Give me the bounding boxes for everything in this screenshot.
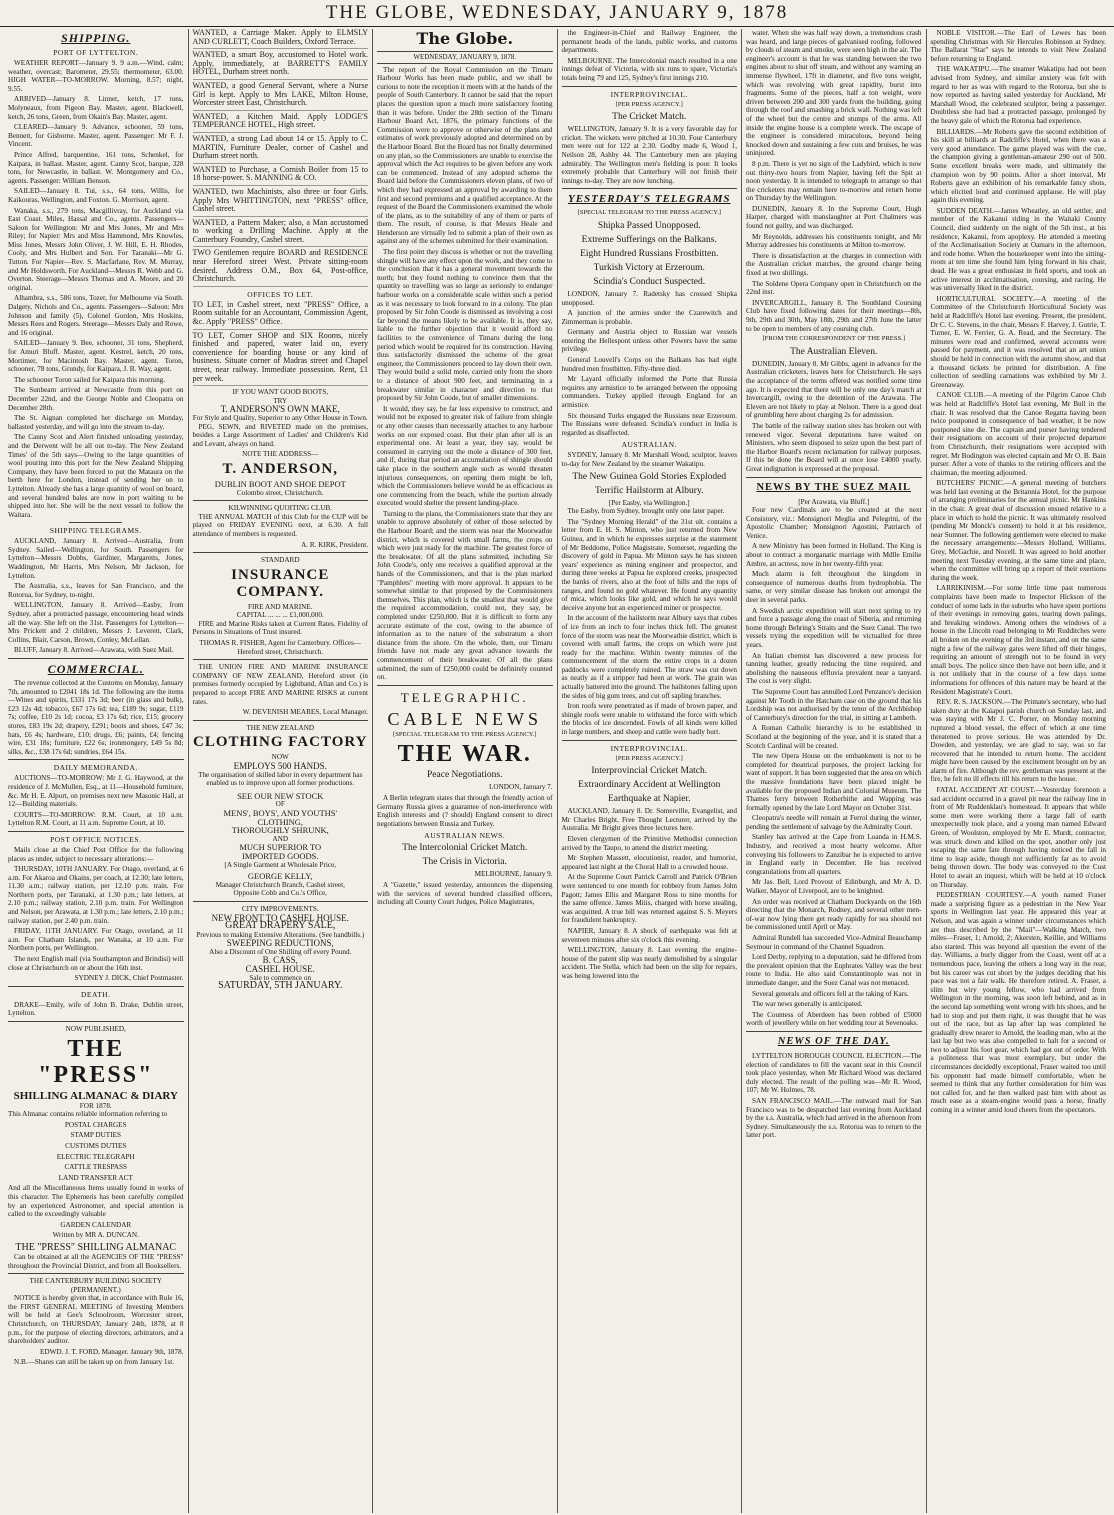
cricket-heading: The Cricket Match.	[612, 112, 687, 123]
classified-ad: WANTED, a Carriage Maker. Apply to ELMSLY AND CURLETT, Coach Builders, Oxford Terrace.	[193, 29, 369, 49]
divider	[8, 831, 184, 832]
shipping-para: SAILED—January 8. Tui, s.s., 64 tons, Willis, for Kaikouras, Wellington, and Foxton. G. Morrison, agent.	[8, 187, 184, 204]
commercial-para: The revenue collected at the Customs on Monday, January 7th, amounted to £2041 18s 1d. The following are the items—Wines and spirits, £331 17s 3d; beer (in glass and bulk), £23 12s 4d; tobacco, £67 17s 6d; tea, £189 9s; sugar, £119 7s; coffee, £10 2s 1d; cocoa, £3 17s 6d; rice, £15; grocery stores, £83 19s 2d; drapery, £291; boots and shoes, £47 3s; hats, £6 4s; hardware, £10; drugs, £6; paints, £4; fencing wire, £31 18s; furniture, £22 6s; ironmongery, £49 5s 8d; silks, &c., £38 17s 6d; sundries, £64 15s.	[8, 679, 184, 756]
shipping-telegrams-heading: SHIPPING TELEGRAMS.	[49, 526, 142, 536]
building-society-signature: EDWD. J. T. FORD, Manager. January 9th, 1878.	[40, 1347, 184, 1356]
nod-para: SAN FRANCISCO MAIL.—The outward mail for San Francisco was to be despatched last evening from Auckland by the s.s. Australia, which had arrived in the afternoon from Sydney. Simultaneously the s.s. Rotorua was to return to the latter port.	[746, 1096, 922, 1140]
post-para: FRIDAY, 11TH JANUARY. For Otago, overland, at 11 a.m. For Chatham Islands, per Wanaka, at 10 a.m. For Northern ports, per Wellington.	[8, 927, 184, 953]
press-year: FOR 1878.	[79, 1101, 112, 1110]
press-item: CUSTOMS DUTIES	[65, 1141, 127, 1150]
capital: CAPITAL ... ... ... £1,000,000.	[236, 611, 324, 620]
special-telegram: [SPECIAL TELEGRAM TO THE PRESS AGENCY.]	[577, 209, 721, 217]
building-society-notice: NOTICE is hereby given that, in accordance with Rule 16, the FIRST GENERAL MEETING of Investing Members will be held at Gee's Schoolroom, Worcester street, Christchurch, on THURSDAY, January 24th, 1878, at 8 p.m., for the purpose of electing directors, arbitrators, and a shareholders' auditor.	[8, 1294, 184, 1346]
building-society-nb: N.B.—Shares can still be taken up on from January 1st.	[14, 1358, 175, 1367]
shipping-para: The Canny Scot and Alert finished unloading yesterday, and the Derwent will be all out to-day. The New Zealand Times' of the 5th says—Owing to the large quantities of wool pouring into this port for the New Zealand Shipping Company, they have been forced to put the Mataura on the berth here for London, instead of sending her on to Lyttelton. Already she has a large quantity of wool on board, and several hundred bales are now in port waiting to be shipped into her. She will be the next vessel to follow the Waitara.	[8, 433, 184, 519]
shipping-para: WEATHER REPORT—January 9. 9 a.m.—Wind, calm; weather, overcast; Barometer, 29.55; thermometer, 63.00. HIGH WATER—TO-MORROW. Morning, 8.57; night, 9.55.	[8, 59, 184, 93]
press-title: THE "PRESS"	[38, 1035, 154, 1088]
suez-para: An order was received at Chatham Dockyards on the 16th directing that the Monarch, Rodney, and several other men-of-war now lying there get ready rapidly for sea should not be commissioned until April or May.	[746, 897, 922, 932]
nod-para: LYTTELTON BOROUGH COUNCIL ELECTION.—The election of candidates to fill the vacant seat in this Council took place yesterday, when Mr Richard Wood was declared duly elected. The result of the polling was—Mr R. Wood, 107; Mr W. Holmes, 78.	[746, 1051, 922, 1095]
sale-line: Sale to commence on	[249, 973, 312, 982]
press-item: And all the Miscellaneous Items usually found in works of this character. The Ephemeris has been carefully compiled by an experienced Astronomer, and special attention is called to the exceedingly valuable	[8, 1184, 184, 1219]
press-item: POSTAL CHARGES	[64, 1120, 127, 1129]
interprovincial-heading: INTERPROVINCIAL.	[610, 89, 688, 99]
masthead: THE GLOBE, WEDNESDAY, JANUARY 9, 1878	[0, 0, 1114, 27]
colombo-address: Colombo street, Christchurch.	[236, 488, 324, 497]
editorial-para: The first point they discuss is whether or not the travelling shingle will have any effect upon the work, and they come to the conclusion that it has a general movement towards the north; but they found nothing to convince them that the quantity so travelling was so large as seriously to endanger harbour works on a considerable scale within such a period as it was necessary to look forward to in a colony. The plan proposed by Sir John Coode is dismissed as involving a cost far beyond the means likely to be available. It is, they say, liable to the further objection that it would afford no facilities to the convenience of Timaru during the long period which would be required for its construction. Having thus satisfactorily dismissed the scheme of the great engineer, the Commissioners proceed to lay down their own. They would build a solid mole, carried only from the shore to a distance of about 900 feet, and terminating in a breakwater similar in character and direction to that proposed by Sir John Coode, but of smaller dimensions.	[377, 248, 553, 403]
post-office-heading: POST OFFICE NOTICES.	[50, 834, 142, 844]
memoranda-para: COURTS—TO-MORROW: R.M. Court, at 10 a.m. Lyttelton R.M. Court, at 11 a.m. Supreme Court, at 10.	[8, 810, 184, 828]
news-para: MELBOURNE. The Intercolonial match resulted in a one innings defeat of Victoria, with six runs to spare, Victoria's totals being 79 and 125, Sydney's first innings 210.	[561, 56, 737, 82]
local-para: BUTCHERS' PICNIC.—A general meeting of butchers was held last evening at the Britannia Hotel, for the purpose of arranging preliminaries for the annual picnic. Mr Hankins in the chair. A great deal of discussion ensued relative to a place in which to hold the picnic. It was ultimately resolved (pending Mr Monck's consent) to hold it at his residence, near Sumner. The following gentlemen were elected to make the necessary arrangements:—Messrs Holland, Williams, Grey, McGachie, and Nocell. It was agreed to hold another meeting next Tuesday evening, at the same time and place, when the committee will bring up a report of their exertions during the week.	[930, 479, 1106, 582]
editorial-para: The report of the Royal Commission on the Timaru Harbour Works has been made public, and we shall be curious to note the reception it meets with at the hands of the people of South Canterbury. It cannot be said that the report places the question upon a much more satisfactory footing than it was before. Under the 28th section of the Timaru Harbour Board Act, 1876, the primary functions of the Commission were to approve or otherwise of the plans and estimates of work previously adopted and determined on by the Harbour Board. But the Board has not finally determined on any plan, so the Commissioners are unable to exercise the approval which the Act requires to be given before any work can be commenced. Instead of any adopted scheme the Board laid before the Commissioners eleven plans, of two of which they had expressed an approval by awarding to them first and second premiums and a qualified acceptance. At the request of the Board the Commissioners examined the whole of the plans, as to the suitability of any of them or parts of them. The result, of course, is that Messrs Heale and Henderson are virtually led to submit a plan of their own as against any of the schemes submitted for their examination.	[377, 65, 553, 246]
column-4	[558, 29, 743, 1513]
new-front: NEW FRONT TO CASHEL HOUSE.	[211, 912, 349, 923]
imported-line: IMPORTED GOODS.	[242, 850, 319, 861]
suez-para: The new Opera House on the embankment is not to be completed for theatrical purposes, the project lacking for want of support. It has been suggested that the area on which the massive foundations have been placed might be available for the proposed Indian and Colonial Museum. The Thames ferry between Rotherhithe and Wapping was formally opened by the late Lord Mayor on October 31st.	[746, 752, 922, 812]
post-para: THURSDAY, 10TH JANUARY. For Otago, overland, at 6 a.m. For Akaroa and Okains, per coach, at 12.30; late letters, 11.30 a.m.; railway station, per 12.10 p.m. train. For Northern ports, per Taranaki, at 1.30 p.m.; late letters, at 2.10 p.m.; railway station, 2.10 p.m. train. For Wellington and Nelson, per Arawata, at 1.30 p.m.; late letters, 2.10 p.m.; railway station, per 2.40 p.m. train.	[8, 865, 184, 925]
easby-para: Iron roofs were penetrated as if made of brown paper, and shingle roofs were unable to withstand the force with which the blocks of ice descended. Fowls of all kinds were killed in large numbers, and sheep and cattle were badly hurt.	[561, 702, 737, 737]
suez-para: A new Ministry has been formed in Holland. The King is about to contract a morganatic marriage with Mdlle Emilie Ambre, an actress, now in her twenty-fifth year.	[746, 542, 922, 568]
telegram-para: AUCKLAND, January 8. Arrived—Australia, from Sydney. Sailed—Wellington, for South. Passengers for Lyttelton—Messrs Dobbs, Gardiner, Margaretts, Jones, Waddington, Mr Harris, Mrs Nelson, Mr Jackson, for Lyttelton.	[8, 537, 184, 580]
press-item: ELECTRIC TELEGRAPH	[56, 1152, 135, 1161]
shipping-heading: SHIPPING.	[61, 31, 131, 45]
shipping-para: The Sunbeam arrived at Newcastle from this port on December 22nd, and the George Noble and Cleopatra on December 28th.	[8, 386, 184, 412]
classified-ad: WANTED, a strong Lad about 14 or 15. Apply to C. MARTIN, Furniture Dealer, corner of Cashel and Durham street north.	[193, 135, 369, 164]
shipping-para: The schooner Toron sailed for Kaipara this morning.	[14, 375, 166, 384]
suez-para: Much alarm is felt throughout the kingdom in consequence of numerous deaths from hydrophobia. The same, or very similar disease has broken out amongst the deer in several parks.	[746, 570, 922, 605]
divider	[562, 188, 738, 189]
postmaster-signature: SYDNEY J. DICK, Chief Postmaster.	[74, 974, 184, 983]
death-notice: DRAKE—Emily, wife of John B. Drake, Dublin street, Lyttelton.	[8, 1000, 184, 1018]
boots-try: TRY	[273, 396, 288, 405]
suez-para: An Italian chemist has discovered a new process for tanning leather, greatly reducing the time required, and abolishing the nauseous effluvia prevalent near a tanyard. The cost is very slight.	[746, 651, 922, 686]
divider	[562, 740, 738, 741]
local-para: NOBLE VISITOR.—The Earl of Lewes has been spending Christmas with Sir Hercules Robinson at Sydney. The Ballarat "Star" says he intends to visit New Zealand before returning to England.	[930, 29, 1106, 63]
gold-headline: The New Guinea Gold Stories Exploded	[572, 471, 727, 482]
divider	[69, 522, 122, 523]
war-para: General Louvell's Corps on the Balkans has bad eight hundred men frostbitten. Fifty-three died.	[561, 356, 737, 373]
telegram-para: WELLINGTON, January 8. Arrived—Easby, from Sydney, after a protracted passage, encountering head winds all the way. She left on the 31st. Passengers for Lyttelton—Mrs Prickett and 2 children, Messrs J. Leverett, Clark, Collins, Blair, Carson, Brown, Conley, McLellan.	[8, 601, 184, 644]
war-para: A junction of the armies under the Czarewitch and Zimmerman is probable.	[561, 309, 737, 326]
yesterdays-telegrams-heading: YESTERDAY'S TELEGRAMS	[567, 193, 731, 206]
suez-para: Admiral Rundell has succeeded Vice-Admiral Beauchamp Seymour in command of the Channel Squadron.	[746, 934, 922, 951]
news-para: water. When she was half way down, a tremendous crash was heard, and large pieces of galvanised roofing, followed by clouds of steam and smoke, were seen high in the air. The engineer's account is that he was standing between the two engines about to shut off steam, and without any warning an immense flywheel, 17ft in diameter, and five tons weight, which was revolving with great rapidity, burst into fragments. Some of the pieces, half a ton weight, were driven between 200 and 300 yards from the building, going through the roof and smashing a brick wall. Nothing was left of the wheel but the centre and stumps of the arms. All inside the engine house is a complete wreck. The escape of the engineer is considered miraculous, beyond being knocked down and sustaining a few cuts and bruises, he was uninjured.	[746, 29, 922, 158]
cashel-house: CASHEL HOUSE.	[245, 964, 315, 975]
suez-para: The war news generally is anticipated.	[752, 1000, 863, 1009]
post-para: The next English mail (via Southampton and Brindisi) will close at Christchurch on or about the 16th inst.	[8, 955, 184, 972]
discount-line: Also a Discount of One Shilling off every Pound.	[209, 947, 352, 956]
shipping-para: Wanaka, s.s., 279 tons, Macgillivray, for Auckland via East Coast. Miles, Hassal and Co., agents. Passengers—Saloon for Wellington: Mr and Mrs Jones, Mr and Mrs Riley; for Napier: Mrs and Miss Hammond, Mrs Knowles, Miss Jones, Messrs John Oliver, J. W. Hill, E. H. Rhodes, Cooly, and Mrs Hulbert and Son. For Taranaki—Mr G. Tutton. For Napier—Rev. S. Macfarlane, Rev. M. Murray, and Mr Holdsworth. For Auckland—Messrs R. Webb and G. Overton. Steerage—Messrs Thomas and A. Moore, and 20 original.	[8, 206, 184, 292]
telegram-para: The Australia, s.s., leaves for San Francisco, and the Rotorua, for Sydney, to-night.	[8, 582, 184, 599]
boots-body: PEG, SEWN, and RIVETED made on the premises, besides a Large Assortment of Ladies' and Children's Kid and Levant, always on hand.	[192, 422, 368, 448]
press-item: This Almanac contains reliable information referring to	[8, 1110, 168, 1119]
divider	[193, 720, 369, 721]
divider	[562, 86, 738, 87]
cass-name: B. CASS,	[262, 955, 298, 966]
sweeping: SWEEPING REDUCTIONS,	[226, 938, 334, 949]
war-headline: Shipka Passed Unopposed.	[597, 220, 701, 231]
classified-ad: WANTED, a good General Servant, where a Nurse Girl is kept. Apply to Mrs LAKE, Milton House, Worcester street East, Christchurch.	[193, 82, 369, 111]
war-para: Germany and Austria object to Russian war vessels entering the Hellespont unless other Powers have the same privilege.	[561, 328, 737, 354]
saturday-line: SATURDAY, 5TH JANUARY.	[218, 980, 343, 992]
suez-para: Mr Jas. Bell, Lord Provost of Edinburgh, and Mr A. D. Walker, Mayor of Liverpool, are to be knighted.	[746, 878, 922, 896]
shipping-para: The St. Aignan completed her discharge on Monday, ballasted yesterday, and will go into the stream to-day.	[8, 414, 184, 431]
suez-para: A Swedish arctic expedition will start next spring to try and force a passage along the coast of Siberia, and returning home through Behring's Straits and the Suez Canal. The two vessels trying the expedition will be victualled for three years.	[746, 606, 922, 649]
easby-para: In the account of the hailstorm near Albury says that cubes of ice from an inch to four inches thick fell. The greatest force of the storm was near the Moorwathie district, which is covered with small farms, the crops on which were just ready for the machine. Within twenty minutes of the commencement of the storm the entire crops in a dozen paddocks were completely ruined. The straw was cut down as neatly as if a stripper had been at work. The grain was actually battered into the ground. The hailstones falling upon the sides of big gum trees, and cut off sapling branches.	[561, 614, 737, 700]
now-published: NOW PUBLISHED,	[65, 1025, 126, 1033]
divider	[193, 552, 369, 553]
news-para: DUNEDIN, January 8. In the Supreme Court, Hugh Harper, charged with manslaughter at Port Chalmers was found not guilty, and was discharged.	[746, 204, 922, 231]
war-headline: Extreme Sufferings on the Balkans.	[581, 234, 717, 245]
local-para: HORTICULTURAL SOCIETY.—A meeting of the Committee of the Christchurch Horticultural Society was held at Radcliffe's Hotel last evening. Present, the president, Dr C. C. Stevens, in the chair, Messrs F. Harvey, J. Gutrie, T. Turner, E. W. Ferrier, G. A. Read, and the Secretary. The minutes were read and confirmed, several accounts were passed for payment, and it was resolved that an art union should be held in connection with the autumn show, and that a thousand tickets be printed for distribution. A fine collection of seedling carnations was exhibited by Mr J. Greenaway.	[930, 294, 1106, 389]
previous-line: Previous to making Extensive Alterations. (See handbills.)	[196, 930, 365, 939]
cable-news-heading: CABLE NEWS	[387, 708, 542, 729]
crisis-body: A "Gazette," issued yesterday, announces the dispensing with the services of several hundred classified officers, including all County Court Judges, Police Magistrates,	[377, 880, 553, 907]
press-subtitle: SHILLING ALMANAC & DIARY	[13, 1089, 178, 1102]
suez-para: The Countess of Aberdeen has been robbed of £5000 worth of jewellery while on her wedding tour at Sevenoaks.	[746, 1010, 922, 1028]
press-agencies: Can be obtained at all the AGENCIES OF THE "PRESS" throughout the Provincial District, and from all Booksellers.	[8, 1252, 184, 1270]
divider	[193, 659, 369, 660]
divider	[8, 986, 184, 987]
classified-ad: TO LET, in Cashel street, next "PRESS" Office, a Room suitable for an Accountant, Commission Agent, &c. Apply "PRESS" Office.	[193, 301, 369, 330]
drapery-sale: GREAT DRAPERY SALE,	[225, 920, 336, 932]
earthquake-para: Mr Stephen Massett, elocutionist, reader, and humorist, appeared last night at the Choral Hall to a crowded house.	[561, 854, 737, 871]
australian-para: SYDNEY, January 8. Mr Marshall Wood, sculptor, leaves to-day for New Zealand by the steamer Wakatipu.	[561, 451, 737, 468]
union-signature: W. DEVENISH MEARES, Local Manager.	[242, 708, 368, 717]
the-war-heading: THE WAR.	[397, 741, 532, 768]
standard-heading: STANDARD	[260, 556, 300, 565]
local-para: THE WAKATIPU.—The steamer Wakatipu had not been advised from Sydney, and similar anxiety was felt with regard to her as was with regard to the Rotorua, but she is now reported as having sailed yesterday for Auckland, Mr Marshall Wood, the celebrated sculptor, being a passenger. Doubtless she had had a protracted passage, prolonged by the heavy gale of which the Rotorua had experience.	[930, 65, 1106, 125]
eleven-para: DUNEDIN, January 8. Mr Gibbs, agent in advance for the Australian cricketers, leaves here for Christchurch. He says the acceptance of the terms offered was notified some time ago. It is expected that there will be only one day's match at Invercargill, owing to the detention of the Arawata. The Eleven are not likely to play at Nelson. There is a good deal of grumbling here about charging 2s for admission.	[746, 359, 922, 420]
classified-ad: WANTED, two Machinists, also three or four Girls. Apply Mrs WHITTINGTON, next "PRESS" office, Cashel street.	[193, 188, 369, 217]
news-para: the Engineer-in-Chief and Railway Engineer, the permanent heads of the lands, public works, and customs departments.	[561, 29, 737, 55]
telegram-para: BLUFF, January 8. Arrived—Arawata, with Suez Mail.	[14, 646, 174, 655]
war-para: Mr Layard officially informed the Porte that Russia requires any armistice to be arranged between the opposing commanders. Turkey applied through England for an armistice.	[561, 375, 737, 410]
editorial-para: It would, they say, be far less expensive to construct, and would not be exposed to greater risk of failure from shingle or any other causes than necessarily attaches to any harbour works on our exposed coast. But their plan after all is an experimental one. At least a year, they say, would be consumed in carrying out the mole a distance of 300 feet, and if, during that period an accumulation of shingle should take place in the southern angle such as would threaten injurious consequences, on opening them might be left, which the Commissioners believe would be as efficacious as one commencing from the beach, while the portion already executed would shelter the present landing-place.	[377, 404, 553, 508]
suez-mail-heading: NEWS BY THE SUEZ MAIL	[756, 481, 912, 493]
column-5	[742, 29, 927, 1513]
press-item: STAMP DUTIES	[70, 1131, 121, 1140]
commercial-heading: COMMERCIAL.	[47, 662, 144, 676]
single-garment: [A Single Garment at Wholesale Price,	[224, 860, 337, 869]
shipping-para: CLEARED—January 9. Advance, schooner, 59 tons, Bennett, for Gisborne. Master, agent. Passenger: Mr F. J. Vincent.	[8, 123, 184, 149]
port-heading: PORT OF LYTTELTON.	[53, 48, 139, 57]
news-para: 8 p.m. There is yet no sign of the Ladybird, which is now out thirty-two hours from Napier, having left the Spit at noon yesterday. It is intended to telegraph to arrange so that the cricketers may remain here to-morrow and return home on Thursday by the Wellington.	[746, 159, 922, 203]
suez-para: Four new Cardinals are to be created at the next Consistory, viz.: Monsignori Meglia and Pelegrini, of the Apostolic Chamber; Monsignori Agostini, Patriarch of Venice.	[746, 506, 922, 540]
war-headline: Scindia's Conduct Suspected.	[593, 276, 706, 287]
divider	[377, 685, 553, 686]
war-para: Six thousand Turks engaged the Russians near Erzeroum. The Russians were defeated. Scindia's conduct in India is regarded as disaffected.	[561, 411, 737, 437]
kilwinning-signature: A. R. KIRK, President.	[301, 540, 368, 549]
news-para: The Soldene Opera Company open in Christchurch on the 22nd inst.	[746, 279, 922, 297]
death-heading: DEATH.	[81, 989, 111, 999]
classified-ad: WANTED, a smart Boy, accustomed to Hotel work. Apply, immediately, at BARRETT'S FAMILY HOTEL, Durham street north.	[193, 51, 369, 80]
union-insurance: THE UNION FIRE AND MARINE INSURANCE COMPANY OF NEW ZEALAND, Hereford street (in premises formerly occupied by Lightband, Allan and Co.) is prepared to accept FIRE AND MARINE RISKS at current rates.	[192, 663, 368, 706]
peace-dateline: LONDON, January 7.	[489, 783, 553, 792]
local-para: SUDDEN DEATH.—James Wheatley, an old settler, and member of the Kakanui riding in the Waitaki County Council, died suddenly on the night of the 5th inst., at his residence, Kakanui, from apoplexy. He attended a meeting of the Acclimatisation Society at Oamaru in the afternoon, and rode home. When the housekeeper went into the sitting-room at ten time she found him lying forward in his chair, dead. He was a great enthusiast in field sports, and took an active interest in acclimatisation, coursing, and racing. He was universally liked in the district.	[930, 206, 1106, 293]
earthquake-para: At the Supreme Court Patrick Carroll and Patrick O'Brien were sentenced to one month for robbery from James John Pagott; James Ellis and Margaret Ross to nine months for the same offence. James Miiis, charged with horse stealing, was acquitted. A true bill was returned against S. S. Meyers for fraudulent bankruptcy.	[561, 873, 737, 925]
cricket-body: WELLINGTON, January 9. It is a very favorable day for cricket. The wickets were pitched at 10.30. Four Canterbury men were out for 122 at 2.30. Godby made 6, Wood 1, Neilson 28, Ashby 44. The Canterbury men are playing admirably. The Wellington men's fielding is poor. It looks extremely probable that Canterbury will not finish their innings to-day. They are now lunching.	[561, 125, 737, 185]
boots-sub: For Style and Quality, Superior to any Other House in Town.	[192, 413, 368, 422]
shipping-para: ARRIVED—January 8. Linnet, ketch, 17 tons, Molyneaux, from Pigeon Bay. Master, agent. Blackwell, ketch, 26 tons, Green, from Okain's Bay. Master, agent.	[8, 95, 184, 121]
column-2	[189, 29, 374, 1513]
building-society-heading: THE CANTERBURY BUILDING SOCIETY (PERMANENT.)	[29, 1277, 162, 1294]
divider	[193, 901, 369, 902]
australian-news-heading: AUSTRALIAN NEWS.	[424, 831, 506, 841]
divider	[8, 658, 184, 659]
clothing-body: The organisation of skilled labor in every department has enabled us to improve upon all former productions.	[198, 770, 363, 788]
mens-boys: MENS', BOYS', AND YOUTHS'	[223, 807, 338, 818]
telegraphic-heading: TELEGRAPHIC.	[400, 689, 529, 705]
insurance-company: INSURANCE COMPANY.	[231, 566, 330, 600]
see-stock: SEE OUR NEW STOCK	[237, 790, 324, 801]
classified-ad: WANTED to Purchase, a Cornish Boiler from 15 to 18 horse-power. S. MANNING & CO.	[193, 166, 369, 186]
earthquake-para: WELLINGTON, January 8. Last evening the engine-house of the patent slip was nearly demolished by a singular accident. The Stella, which had been on the slip for repairs, was being lowered into the	[561, 946, 737, 980]
local-para: BILLIARDS.—Mr Roberts gave the second exhibition of his skill at billiards at Radcliffe's Hotel, when there was a very good attendance. The game played was with the cue, the champion giving a gentleman-amateur 290 out of 500. Some excellent breaks were made, and ultimately the champion won by 90 points. After a short interval, Mr Roberts gave an exhibition of his remarkable fancy shots, which elicited loud and continued applause. He will play again this evening.	[930, 127, 1106, 205]
clothing-of: OF	[275, 800, 285, 809]
kelly-address: Opposite Cobb and Co.'s Office,	[233, 889, 327, 898]
nz-heading: THE NEW ZEALAND	[246, 723, 315, 732]
globe-title: The Globe.	[416, 29, 514, 48]
peace-body: A Berlin telegram states that through the friendly action of Germany Russia gives a guarantee of non-interference with English interests and (? should) England consent to direct negotiations between Russia and Turkey.	[377, 793, 553, 828]
city-heading: CITY IMPROVEMENTS.	[241, 904, 319, 913]
intercolonial-heading: The Intercolonial Cricket Match.	[402, 843, 528, 854]
divider	[8, 759, 184, 760]
crisis-heading: The Crisis in Victoria.	[422, 857, 507, 868]
earthquake-headline: Earthquake at Napier.	[607, 794, 691, 805]
daily-memoranda-heading: DAILY MEMORANDA.	[53, 763, 138, 773]
offices-heading: OFFICES TO LET.	[247, 289, 314, 299]
peace-heading: Peace Negotiations.	[427, 770, 503, 781]
kilwinning-body: THE ANNUAL MATCH of this Club for the CUP will be played on FRIDAY EVENING next, at 6.30. A full attendance of members is requested.	[192, 512, 368, 538]
fire-marine: FIRE AND MARINE.	[248, 602, 313, 611]
memoranda-para: AUCTIONS—TO-MORROW: Mr J. G. Haywood, at the residence of J. McMullen, Esq., at 11—Household furniture, &c. Mr H. E. Alport, on premises next new Masonic Hall, at 12—Building materials.	[8, 774, 184, 809]
dublin-depot: DUBLIN BOOT AND SHOE DEPOT	[214, 478, 346, 489]
shipping-para: Prince Alfred, barquentine, 161 tons, Schenkel, for Kaipara, in ballast. Master, agent. Canny Scot, barque, 328 tons, for Newcastle, in ballast. W. Montgomery and Co., agents. Passenger: William Benson.	[8, 150, 184, 185]
suez-para: Cleopatra's needle will remain at Ferrol during the winter, pending the settlement of salvage by the Admiralty Court.	[746, 814, 922, 831]
earthquake-para: AUCKLAND, January 8. Dr. Somerville, Evangelist, and Mr Charles Bright, Free Thought Lecturer, arrived by the Australia. Mr Bright gives three lectures here.	[561, 807, 737, 833]
press-agency-tag: [PER PRESS AGENCY.]	[615, 754, 683, 762]
kelly-name: GEORGE KELLY,	[247, 871, 313, 882]
australian-heading: AUSTRALIAN.	[621, 440, 677, 450]
column-3	[373, 29, 558, 1513]
editorial-para: Turning to the plans, the Commissioners state that they are unable to approve absolutely of either of those selected by the Harbour Board; and the storm was near the Moorwathie district, which is covered with small farms, the crops on which were just ready for the machine. The greatest force of the breakwater. Of all the plans submitted, including Sir John Coode's, only one receives a qualified approval at the hands of the Commissioners, and that is the plan marked "Pamphlets" meeting with more approval. It appears to be somewhat similar to that proposed by the Commissioners themselves. This plan, which is the smallest that would give the required accommodation, could not, they say, be completed under £250,000. But it is difficult to form any accurate estimate of the cost, owing to the absence of information as to the nature of the substratum a short distance from the shore. On the whole, then, our Timaru friends have not made any great advance towards the commencement of their breakwater. Of all the plans submitted, the sum of £250,000 could be definitely counted on.	[377, 509, 553, 682]
news-of-the-day-heading: NEWS OF THE DAY.	[777, 1035, 890, 1047]
divider	[746, 1031, 922, 1032]
shipping-para: Alhambra, s.s., 586 tons, Tozer, for Melbourne via South. Dalgety, Nichols and Co., agents. Passengers—Saloon: Mrs Johnson and family (5), Colonel Gordon, Mrs Hoskins, Messrs Rees and Rogers. Steerage—Messrs Daly and Rowe, and 16 original.	[8, 294, 184, 337]
accident-headline: Extraordinary Accident at Wellington	[578, 780, 721, 791]
clothing-now: NOW	[271, 753, 289, 762]
news-para: INVERCARGILL, January 8. The Southland Coursing Club have fixed following dates for their meetings—8th, 9th, 29th and 30th, May 18th, 29th and 27th June the latter to be open to members of any coursing club.	[746, 298, 922, 333]
easby-para: The "Sydney Morning Herald" of the 31st ult. contains a letter from E. H. S. Minton, who just returned from New Guinea, and in which he expresses surprise at the statement of Mr Beddome, Police Magistrate, Somerset, regarding the discovery of gold in Papua. Mr Minton says he has sixteen years' experience as mining engineer and prospector, and during three weeks at Papua he explored creeks, prospected the banks of rivers, also at the foot of hills and the tops of ranges, and found no gold whatever. He found any quantity of mica, which looks like gold, and which he says would deceive anyone but an experienced miner or prospector.	[561, 517, 737, 612]
earthquake-para: Eleven clergymen of the Primitive Methodist connection arrived by the Taupo, to attend the district meeting.	[561, 835, 737, 852]
easby-para: The Easby, from Sydney, brought only one later paper.	[567, 507, 725, 516]
clothing-employs: EMPLOYS 500 HANDS.	[233, 761, 327, 771]
classified-ad: TWO Gentlemen require BOARD and RESIDENCE near Hereford street West. Private sitting-room desired. Address O.M., Box 64, Post-office, Christchurch.	[193, 249, 369, 286]
boots-heading: IF YOU WANT GOOD BOOTS,	[232, 388, 328, 397]
kelly-sub: Manager Christchurch Branch, Cashel street,	[215, 880, 345, 889]
press-almanac: THE "PRESS" SHILLING ALMANAC	[15, 1241, 177, 1253]
news-para: Mr Reynolds, addresses his constituents tonight, and Mr Murray addresses his constituents at Milton to-morrow.	[746, 232, 922, 250]
divider	[193, 500, 369, 501]
war-headline: Eight Hundred Russians Frostbitten.	[580, 248, 719, 259]
insurance-body: FIRE and Marine Risks taken at Current Rates. Fidelity of Persons in Situations of Trust insured.	[192, 619, 368, 637]
clothing-line: CLOTHING,	[257, 816, 304, 827]
divider	[8, 1021, 184, 1022]
local-para: PEDESTRIAN COURTESY.—A youth named Fraser made a surprising figure as a pedestrian in the New Year sports in Wellington last year. He appeared this year at Nelson, and was again a winner under circumstances which are thus described by the "Mail"—Walking Match, two miles—Fraser, 1; Arnold, 2; Akersten, Keillie, and Williams also started. This was beyond all question the event of the day. Williams, a burly digger from the Coast, went off at a tremendous pace, leaving the others a long way in the rear, but his career was cut short by the judges deciding that his pace was not a fair walk. He therefore retired. A. Fraser, a slim but wiry young fellow, who had arrived from Wellington in the morning, was soon left behind, and as in the second lap something went wrong with his shoes, and he had to stop and put them right, it was thought that he was out of the race, but as lap after lap was completed he gradually drew nearer to Arnold, the leading man, who at the last lap but two was also compelled to halt for a second or two to adjust his foot gear, which had got out of order. With a politeness that was most exemplary, but under the circumstances decidedly exceptional, Fraser waited too until his opponent had made himself comfortable, when he seemed to think that any further consideration for him was not called for, and he then walked past him with about as much ease as a steam-engine would pass a horse, finally coming in a winner amid loud cheers from the spectators.	[930, 891, 1106, 1115]
war-headline: Turkish Victory at Erzeroum.	[593, 262, 705, 273]
interprovincial-heading: INTERPROVINCIAL.	[610, 743, 688, 753]
easby-tag: [Per Easby, via Wellington.]	[608, 498, 690, 507]
hail-headline: Terrific Hailstorm at Albury.	[595, 485, 704, 496]
local-para: FATAL ACCIDENT AT COUST.—Yesterday forenoon a sad accident occurred in a gravel pit near the railway line in front of Mr Ruddenklau's homestead. It appears that while some men were working there a large fall of earth unexpectedly took place, and a young man named Edward Green, of Woolston, employed by Mr E. Murdt, contractor, was struck down and killed on the spot, another only just escaping the same fate through having noticed the fall in time to leap aside, though not sufficiently far as to avoid being thrown down. The body was conveyed to the Cust Hotel to await an inquest, which will be held at 10 o'clock on Thursday.	[930, 786, 1106, 889]
local-para: LARRIKINISM.—For some little time past numerous complaints have been made to Inspector Hickson of the conduct of some lads in the suburbs who have spent portions of their evenings in removing gates, tearing down palings, and breaking windows. Among others the windows of a house in the Lincoln road belonging to Mr Rudditches were all broken on the evening of the 3rd instant, and on the same night a few of the railway gates were lifted off their hinges, requiring an amount of strength not to be found in very small boys. The police since then have not been idle, and it is not unlikely that in the course of a few days some informations for offences of this nature may be heard at the Resident Magistrate's Court.	[930, 584, 1106, 696]
eleven-headline: The Australian Eleven.	[790, 346, 878, 357]
suez-para: Stanley has arrived at the Cape from Loanda in H.M.S. Industry, and received a most hearty welcome. After conveying his followers to Zanzibar he is expected to arrive in England early in December. He has received congratulations from all quarters.	[746, 833, 922, 876]
earthquake-para: NAPIER, January 8. A shock of earthquake was felt at seventeen minutes after six o'clock this evening.	[561, 926, 737, 944]
anderson-name: T. ANDERSON,	[222, 460, 338, 477]
correspondent-tag: [FROM THE CORRESPONDENT OF THE PRESS.]	[762, 335, 906, 343]
suez-para: A Roman Catholic hierarchy is to be established in Scotland at the beginning of the year, and it is stated that a Scotch Cardinal will be created.	[746, 724, 922, 750]
divider	[746, 477, 922, 478]
classified-ad: WANTED, a Kitchen Maid. Apply LODGE'S TEMPERANCE HOTEL, High street.	[193, 113, 369, 133]
suez-para: The Supreme Court has annulled Lord Penzance's decision against Mr Tooth in the Hatcham case on the ground that his Lordship was not authorised by the tenor of the Archbishop of Canterbury's direction for the trial, in sitting at Lambeth.	[746, 687, 922, 722]
special-telegram: [SPECIAL TELEGRAM TO THE PRESS AGENCY.]	[393, 730, 537, 738]
suez-para: Several generals and officers fell at the taking of Kars.	[752, 989, 909, 998]
war-para: LONDON, January 7. Radetsky has crossed Shipka unopposed.	[561, 289, 737, 307]
address-note: NOTE THE ADDRESS—	[242, 450, 319, 459]
classified-ad: TO LET, Corner SHOP and SIX Rooms, nicely finished and papered, water laid on, every convenience for boarding house or any kind of business. Situate corner of Madras street and Chapel street, near railway. Immediate possession. Rent, £1 per week.	[193, 332, 369, 387]
crisis-dateline: MELBOURNE, January 9.	[474, 870, 553, 879]
press-item: Written by MR A. DUNCAN.	[52, 1231, 139, 1240]
columns	[4, 29, 1110, 1513]
interprov-cricket-headline: Interprovincial Cricket Match.	[591, 766, 708, 777]
press-item: GARDEN CALENDAR	[60, 1220, 132, 1229]
suez-para: Lord Derby, replying to a deputation, said he differed from the prevalent opinion that the Euphrates Valley was the best route to India. He also said Constantinople was not in immediate danger, and the Suez Canal was not menaced.	[746, 953, 922, 987]
local-para: CANOE CLUB.—A meeting of the Pilgrim Canoe Club was held at Radcliffe's Hotel last evening, Mr Bull in the chair. It was resolved that the Canoe Regatta having been twice postponed in consequence of bad weather, it be now postponed sine die. The captain and purser having tendered their resignations on account of their projected departure from Christchurch, their resignations were accepted with regret. Mr Bodington was elected captain and Mr O. B. Bain purser. After a vote of thanks to the retiring officers and the chairman, the meeting adjourned.	[930, 391, 1106, 477]
editorial-date: WEDNESDAY, JANUARY 9, 1878.	[377, 51, 553, 64]
column-6	[927, 29, 1111, 1513]
classified-ad: WANTED, a Pattern Maker; also, a Man accustomed to working a Drilling Machine. Apply at the Canterbury Foundry, Cashel street.	[193, 219, 369, 248]
press-item: LAND TRANSFER ACT	[58, 1173, 133, 1182]
divider	[8, 1273, 184, 1274]
shrunk-line: THOROUGHLY SHRUNK,	[231, 825, 329, 836]
boots-name: T. ANDERSON'S OWN MAKE,	[220, 404, 340, 415]
post-para: Mails close at the Chief Post Office for the following places as under, subject to necessary alterations:—	[8, 845, 184, 863]
column-1	[4, 29, 189, 1513]
press-item: CATTLE TRESPASS	[64, 1163, 127, 1172]
news-para: There is dissatisfaction at the charges in connection with the Australian cricket matches, the ground charge being fixed at two shillings.	[746, 251, 922, 278]
clothing-factory: CLOTHING FACTORY	[192, 734, 368, 751]
local-para: REV. R. S. JACKSON.—The Primate's secretary, who had taken duty at the Kaiapoi parish church on Sunday last, and was staying with Mr J. C. Porter, on Monday morning ruptured a blood vessel, the effect of which at one time threatened to prove serious. He was attended by Dr. Dowden, and yesterday, we are glad to say, was so far recovered that he intended to return home. The accident might have been caused by the excitement brought on by an alarm of fire. Although the rev. gentleman was present at the fire, he felt no ill effects till his return to the house.	[930, 698, 1106, 784]
arawata-tag: [Per Arawata, via Bluff.]	[798, 497, 870, 506]
shipping-para: SAILED—January 9. Bee, schooner, 31 tons, Shepherd, for Amuri Bluff. Master, agent. Kestrel, ketch, 20 tons, Mortimer, for Macintosh Bay. Master, agent. Toron, schooner, 78 tons, Grundy, for Kaipara, J. B. Way, agent.	[8, 339, 184, 374]
superior-line: MUCH SUPERIOR TO	[239, 842, 322, 853]
fisher-agent: THOMAS R. FISHER, Agent for Canterbury. Offices—Hereford street, Christchurch.	[199, 639, 362, 656]
and-line: AND	[272, 834, 289, 843]
eleven-para: The battle of the railway station sites has broken out with renewed vigor. Several deputations have waited on Ministers, who seem disposed to seize upon the best part of the Harbor Board's recent reclamation for railway purposes. If this be done the Board will at once lose £4000 yearly. Great indignation is expressed at the proposal.	[746, 421, 922, 473]
kilwinning-heading: KILWINNING QUOITING CLUB.	[228, 504, 332, 513]
press-agency-tag: [PER PRESS AGENCY.]	[615, 100, 683, 108]
